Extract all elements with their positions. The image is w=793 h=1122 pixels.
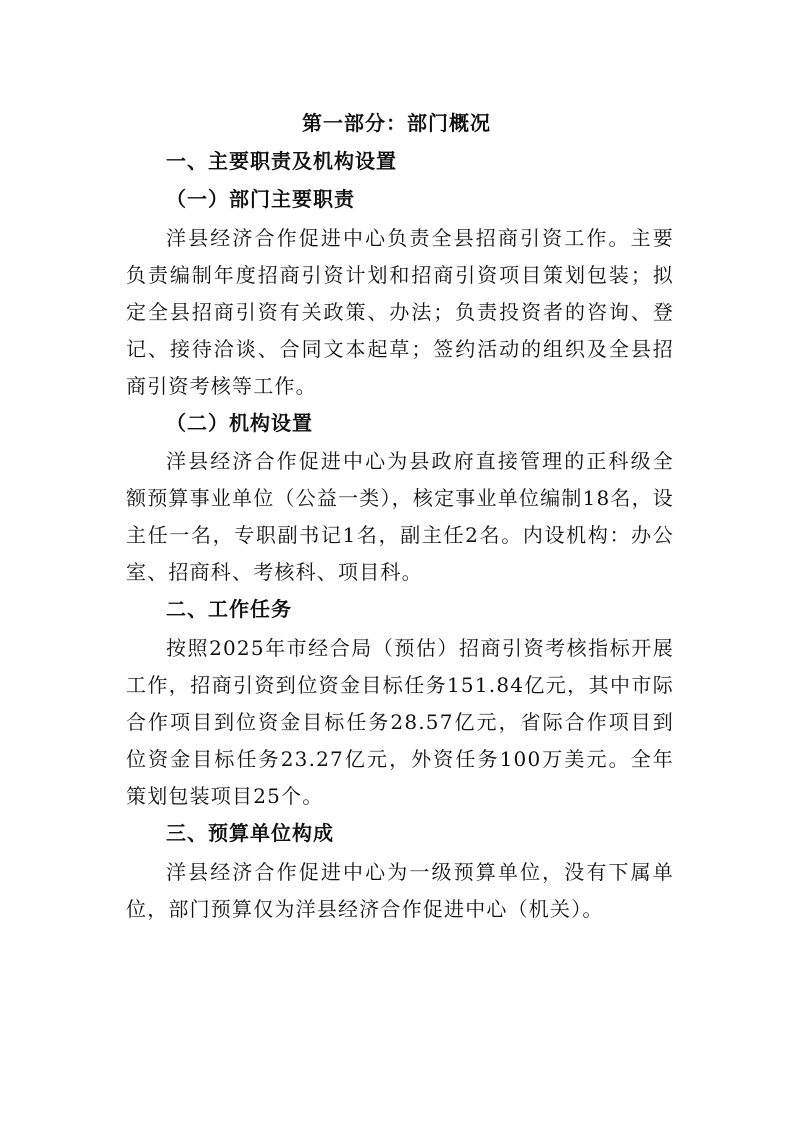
section-heading-budget-units: 三、预算单位构成	[166, 821, 334, 845]
paragraph-work-tasks: 按照2025年市经合局（预估）招商引资考核指标开展工作，招商引资到位资金目标任务151.84亿元，其中市际合作项目到位资金目标任务28.57亿元，省际合作项目到位资金目标任务23.27亿元，外资任务100万美元。全年策划包装项目25个。	[126, 636, 674, 808]
paragraph-main-duties: 洋县经济合作促进中心负责全县招商引资工作。主要负责编制年度招商引资计划和招商引资项目策划包装；拟定全县招商引资有关政策、办法；负责投资者的咨询、登记、接待洽谈、合同文本起草；签约活动的组织及全县招商引资考核等工作。	[126, 226, 674, 398]
section-heading-work-tasks: 二、工作任务	[166, 597, 292, 621]
page-title: 第一部分：部门概况	[302, 111, 491, 135]
paragraph-budget-units: 洋县经济合作促进中心为一级预算单位，没有下属单位，部门预算仅为洋县经济合作促进中心（机关）。	[126, 860, 674, 921]
section-heading-responsibilities-and-structure: 一、主要职责及机构设置	[166, 149, 397, 173]
subsection-heading-main-duties: （一）部门主要职责	[166, 187, 355, 211]
subsection-heading-organization: （二）机构设置	[166, 411, 313, 435]
paragraph-organization: 洋县经济合作促进中心为县政府直接管理的正科级全额预算事业单位（公益一类），核定事业单位编制18名，设主任一名，专职副书记1名，副主任2名。内设机构：办公室、招商科、考核科、项目科。	[126, 449, 674, 584]
